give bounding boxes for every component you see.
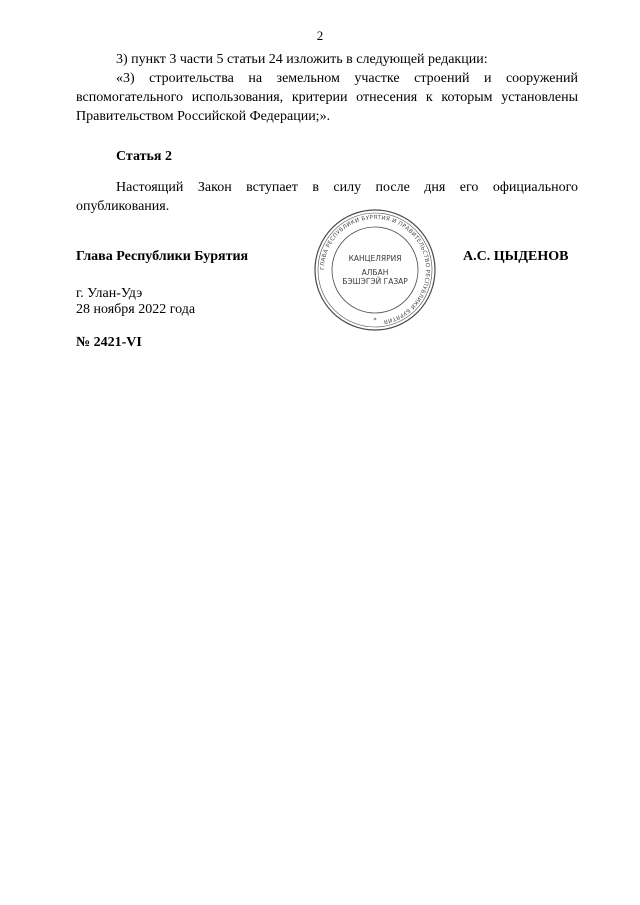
seal-line-1: КАНЦЕЛЯРИЯ bbox=[348, 254, 402, 263]
seal-ring-text: ГЛАВА РЕСПУБЛИКИ БУРЯТИЯ И ПРАВИТЕЛЬСТВО РЕСПУБЛИКИ БУРЯТИЯ bbox=[319, 214, 431, 325]
signature-title: Глава Республики Бурятия bbox=[76, 249, 249, 264]
article-heading: Статья 2 bbox=[116, 149, 172, 164]
amendment-quote bbox=[76, 69, 578, 126]
seal-star-icon: * bbox=[373, 317, 377, 324]
date: 28 ноября 2022 года bbox=[76, 302, 196, 317]
law-number: № 2421-VI bbox=[76, 335, 142, 350]
amendment-intro-text: 3) пункт 3 части 5 статьи 24 изложить в следующей редакции: bbox=[116, 52, 488, 67]
article-body-text: Настоящий Закон вступает в силу после дня его официального опубликования. bbox=[76, 180, 578, 214]
seal-line-3: БЭШЭГЭЙ ГАЗАР bbox=[342, 277, 408, 286]
place: г. Улан-Удэ bbox=[76, 286, 143, 301]
official-seal-icon bbox=[313, 208, 437, 332]
page-number: 2 bbox=[316, 28, 324, 43]
amendment-intro bbox=[76, 50, 578, 69]
seal-line-2: АЛБАН bbox=[361, 268, 389, 277]
signature-name: А.С. ЦЫДЕНОВ bbox=[463, 249, 569, 264]
amendment-quote-text: «3) строительства на земельном участке строений и сооружений вспомогательного использования, критерии отнесения к которым установлены Правительством Российской Федерации;». bbox=[76, 71, 578, 124]
